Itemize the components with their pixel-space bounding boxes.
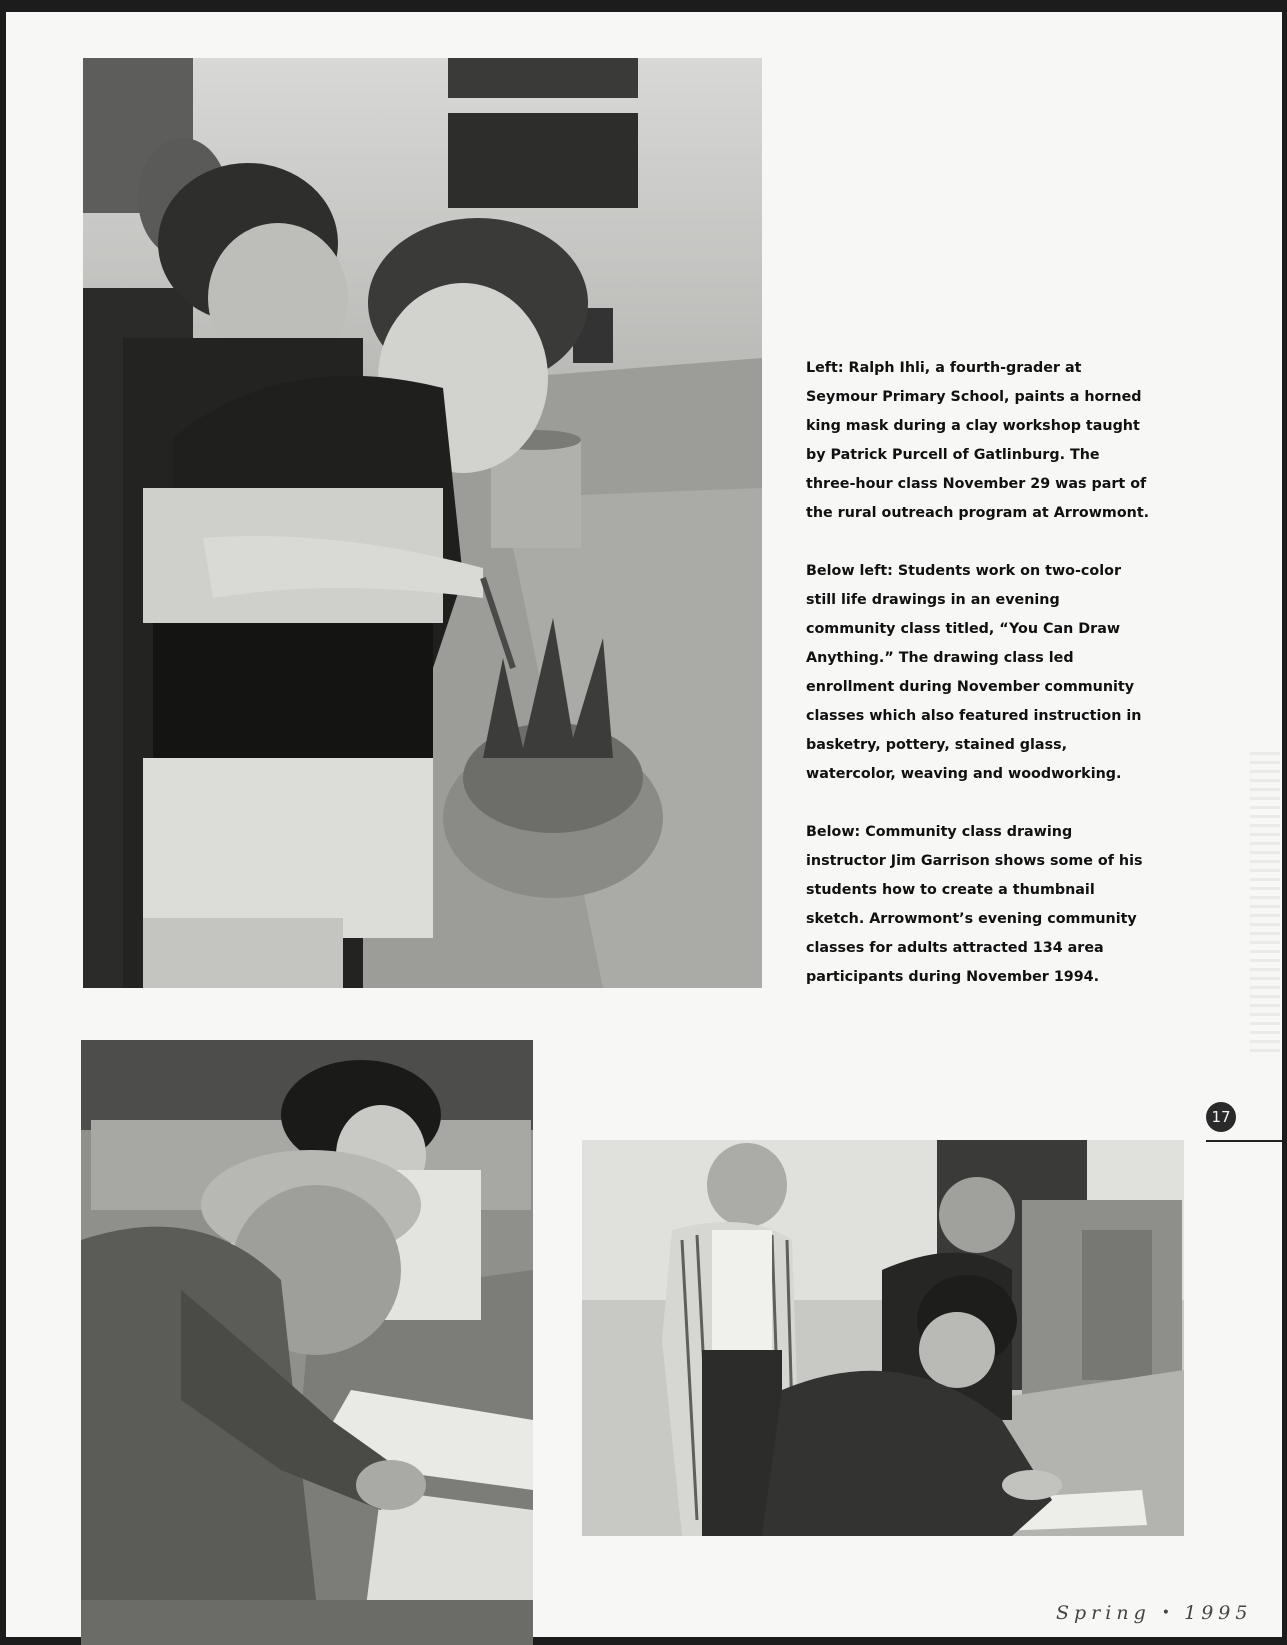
photo-students-drawing-image bbox=[81, 1040, 533, 1645]
caption-below-left: Below left: Students work on two-color still life drawings in an evening community class titled, “You Can Draw Anything.” The drawing class led enrollment during November community classes which also featured instruction in basketry, pottery, stained glass, watercolor, weaving and woodworking. bbox=[806, 563, 1142, 782]
caption-left: Left: Ralph Ihli, a fourth-grader at Seymour Primary School, paints a horned king mask during a clay workshop taught by Patrick Purcell of Gatlinburg. The three-hour class November 29 was part of the rural outreach program at Arrowmont. bbox=[806, 360, 1150, 521]
photo-instructor-thumbnail-sketch-image bbox=[582, 1140, 1184, 1536]
page-number-rule bbox=[1206, 1140, 1282, 1142]
caption-column bbox=[806, 354, 1151, 1021]
photo-children-clay-mask-image bbox=[83, 58, 762, 988]
photo-children-clay-mask bbox=[83, 58, 762, 988]
page-edge-texture bbox=[1250, 752, 1280, 1052]
page-number-badge: 17 bbox=[1206, 1102, 1236, 1132]
footer-year: 1995 bbox=[1184, 1602, 1253, 1624]
photo-instructor-thumbnail-sketch bbox=[582, 1140, 1184, 1536]
footer-season: Spring bbox=[1056, 1602, 1151, 1624]
magazine-page bbox=[6, 12, 1282, 1637]
issue-footer bbox=[1056, 1602, 1252, 1624]
caption-below: Below: Community class drawing instructor Jim Garrison shows some of his students how to create a thumbnail sketch. Arrowmont’s evening community classes for adults attracted 134 area participants during November 1994. bbox=[806, 824, 1143, 985]
footer-separator: • bbox=[1161, 1605, 1174, 1621]
photo-students-drawing bbox=[81, 1040, 533, 1645]
